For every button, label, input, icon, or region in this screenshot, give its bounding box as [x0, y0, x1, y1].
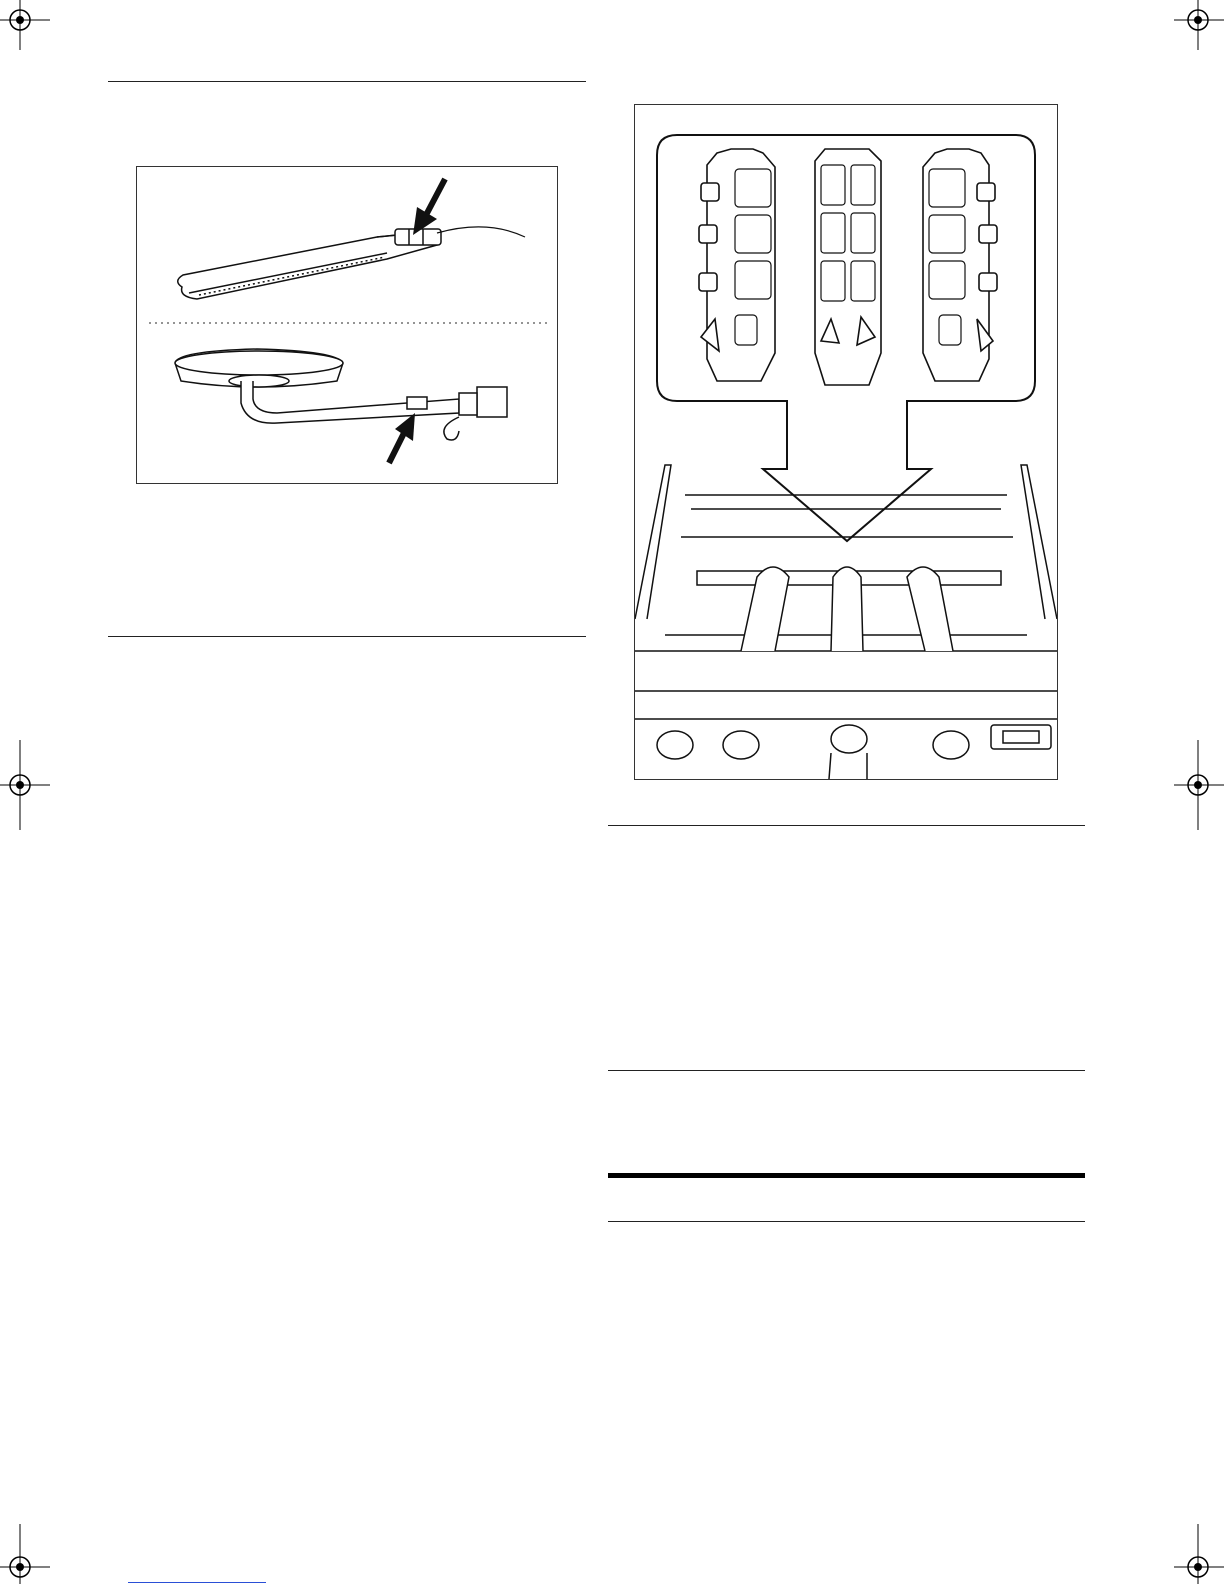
section-rule	[608, 1070, 1085, 1071]
registration-mark-icon	[1174, 0, 1224, 50]
registration-mark-icon	[1174, 740, 1224, 830]
heat-tent-figure	[634, 104, 1058, 780]
burner-tube-illustration	[178, 227, 525, 299]
section-rule	[608, 825, 1085, 826]
registration-mark-icon	[0, 1524, 50, 1584]
heat-tent-group	[699, 149, 997, 385]
burner-tube-figure	[136, 166, 558, 484]
footer-link[interactable]	[128, 1582, 266, 1583]
section-rule	[608, 1221, 1085, 1222]
arrow-icon	[389, 413, 415, 463]
registration-mark-icon	[0, 0, 50, 50]
side-burner-illustration	[175, 349, 507, 440]
section-rule	[108, 81, 586, 82]
section-rule-thick	[608, 1173, 1085, 1178]
registration-mark-icon	[0, 740, 50, 830]
section-rule	[108, 636, 586, 637]
arrow-icon	[413, 179, 445, 235]
registration-mark-icon	[1174, 1524, 1224, 1584]
heat-tent	[815, 149, 881, 385]
